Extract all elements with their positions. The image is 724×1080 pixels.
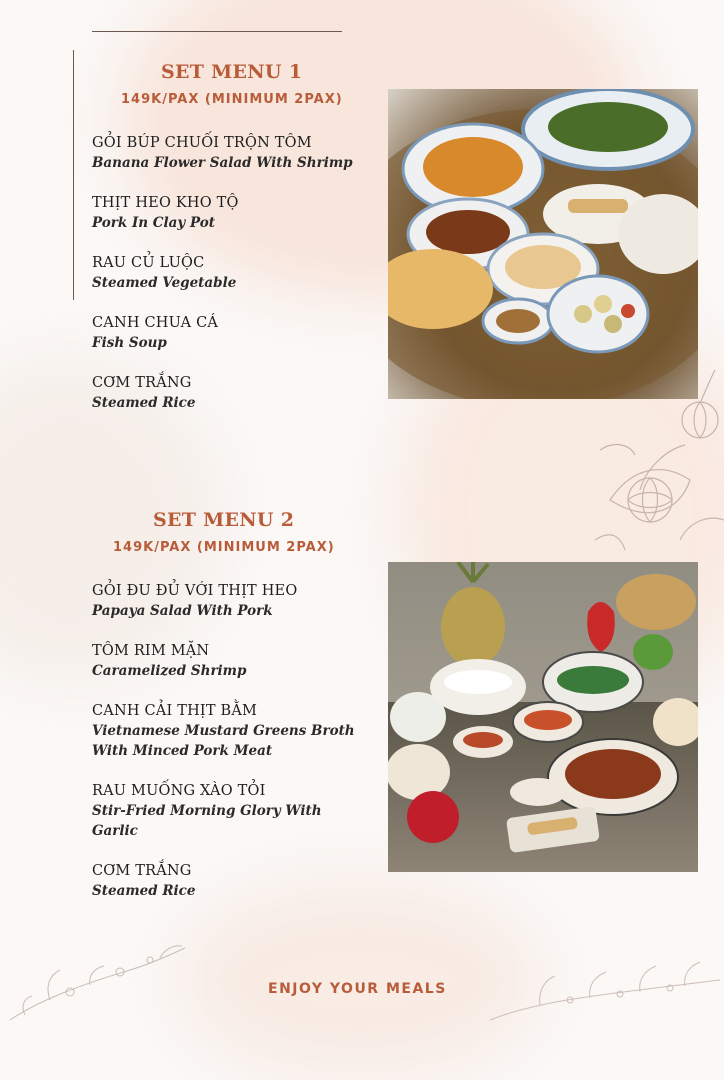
menu-item [92, 313, 382, 353]
dish-name-en-line-1: Vietnamese Mustard Greens Broth [92, 723, 355, 739]
dish-name-vn: CANH CẢI THỊT BẰM [92, 703, 258, 719]
dish-name-en: Steamed Vegetable [92, 275, 237, 291]
leaf-ornament-icon [480, 950, 724, 1024]
dish-name-vn: GỎI BÚP CHUỐI TRỘN TÔM [92, 135, 312, 151]
menu-item [92, 373, 382, 413]
menu-item [92, 701, 382, 761]
set-menu-1-title: SET MENU 1 [161, 61, 303, 83]
dish-name-en: Pork In Clay Pot [92, 215, 215, 231]
dish-name-en-line-2: Garlic [92, 823, 138, 839]
dish-name-en: Papaya Salad With Pork [92, 603, 273, 619]
flower-ornament-icon [590, 350, 724, 560]
set-menu-2-price: 149K/PAX (MINIMUM 2PAX) [113, 540, 335, 555]
dish-name-vn: THỊT HEO KHO TỘ [92, 195, 239, 211]
menu-item [92, 781, 382, 841]
dish-name-en: Fish Soup [92, 335, 167, 351]
dish-name-en-line-1: Stir-Fried Morning Glory With [92, 803, 322, 819]
dish-name-vn: RAU CỦ LUỘC [92, 255, 205, 271]
set-menu-2-photo [388, 562, 698, 872]
menu-item [92, 133, 382, 173]
menu-item [92, 581, 382, 621]
set-menu-2-title: SET MENU 2 [153, 509, 295, 531]
footer-message: ENJOY YOUR MEALS [268, 981, 447, 997]
dish-name-vn: RAU MUỐNG XÀO TỎI [92, 783, 266, 799]
dish-name-en: Caramelized Shrimp [92, 663, 247, 679]
side-divider [73, 50, 74, 300]
dish-name-en: Steamed Rice [92, 883, 196, 899]
dish-name-en: Steamed Rice [92, 395, 196, 411]
dish-name-en: Banana Flower Salad With Shrimp [92, 155, 353, 171]
menu-item [92, 861, 382, 901]
top-divider [92, 31, 342, 32]
menu-item [92, 193, 382, 233]
dish-name-vn: CƠM TRẮNG [92, 863, 192, 879]
dish-name-vn: CƠM TRẮNG [92, 375, 192, 391]
set-menu-1-price: 149K/PAX (MINIMUM 2PAX) [121, 92, 343, 107]
dish-name-vn: TÔM RIM MẶN [92, 643, 210, 659]
menu-item [92, 253, 382, 293]
dish-name-en-line-2: With Minced Pork Meat [92, 743, 273, 759]
menu-item [92, 641, 382, 681]
dish-name-vn: CANH CHUA CÁ [92, 315, 219, 331]
branch-ornament-icon [0, 930, 190, 1024]
dish-name-vn: GỎI ĐU ĐỦ VỚI THỊT HEO [92, 583, 298, 599]
